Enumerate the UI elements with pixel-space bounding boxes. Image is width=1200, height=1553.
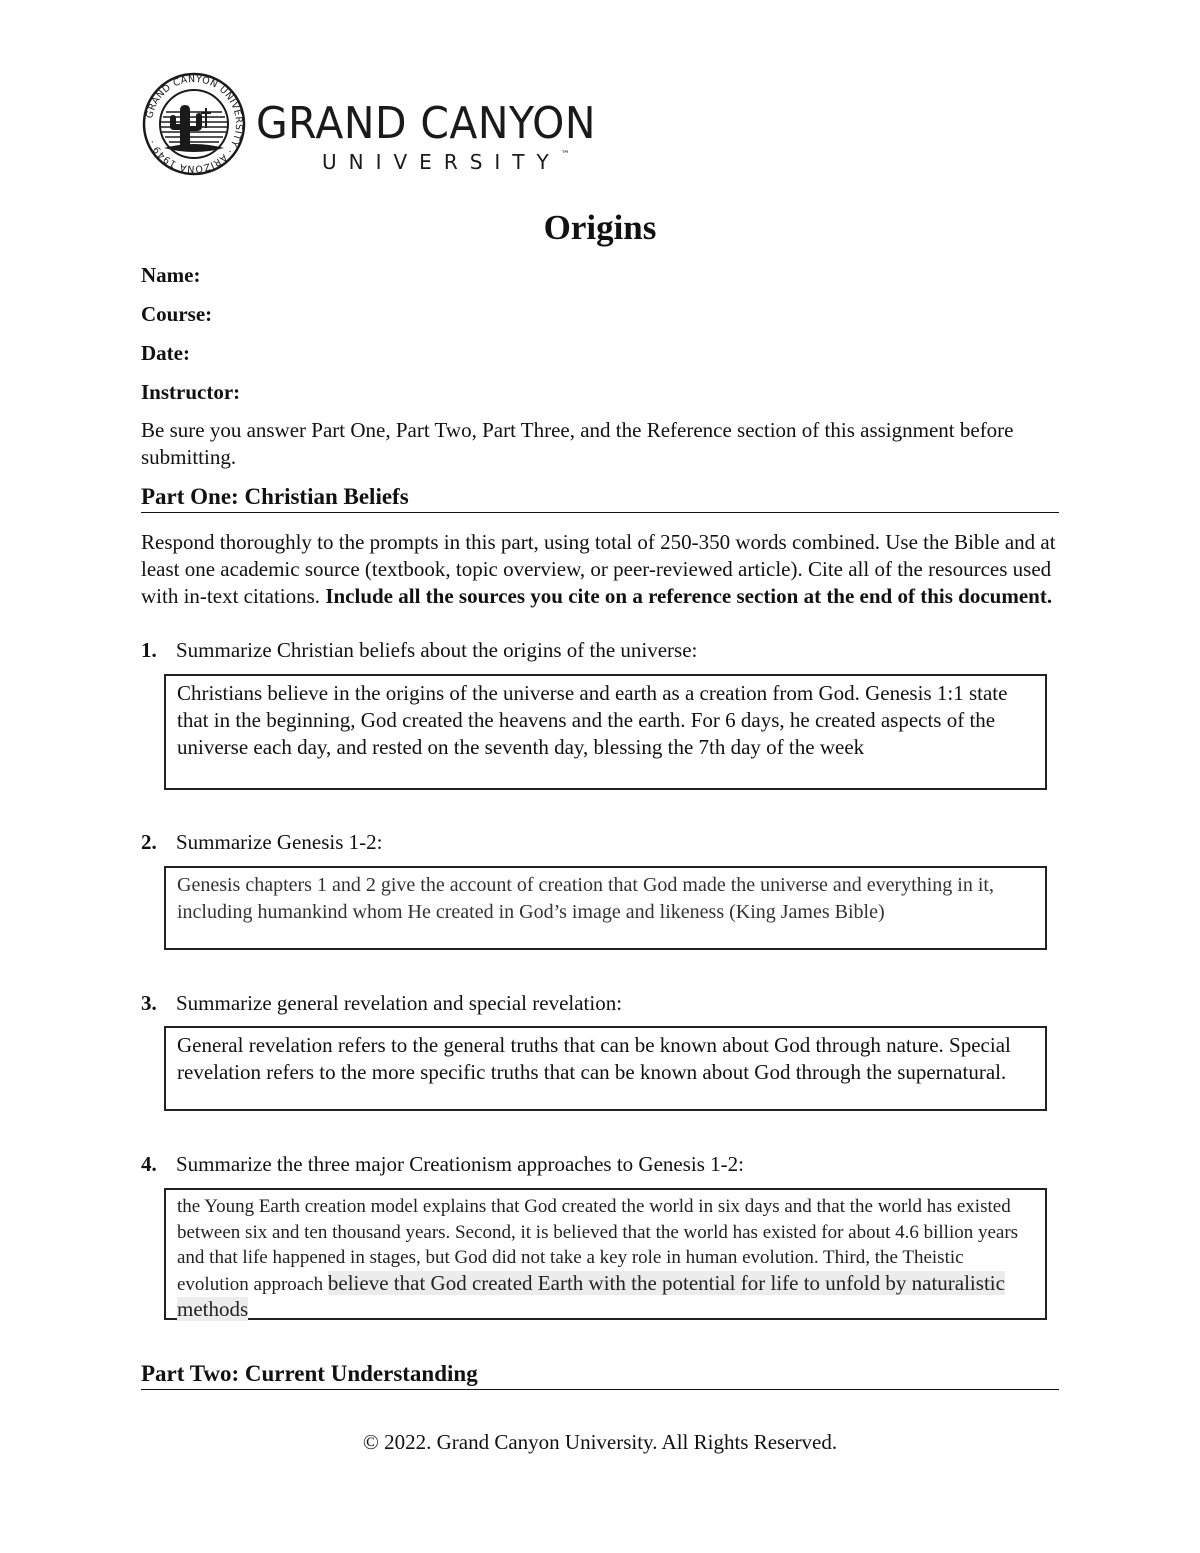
logo-wordmark-bottom: UNIVERSITY™ [322,150,570,174]
question-prompt: Summarize Genesis 1-2: [176,830,383,854]
question-number: 3. [141,991,157,1015]
instructions-bold-text: Include all the sources you cite on a reference section at the end of this document. [325,584,1053,608]
answer-box-1[interactable] [164,674,1047,790]
question-number: 2. [141,830,157,854]
date-field-label: Date: [141,341,190,365]
trademark-symbol: ™ [560,150,570,160]
logo-wordmark-top: GRAND CANYON [256,98,596,149]
answer-highlighted-text: believe that God created Earth with the potential for life to unfold by naturalistic methods [177,1270,1005,1321]
part-two-heading: Part Two: Current Understanding [141,1361,1059,1390]
question-prompt: Summarize general revelation and special revelation: [176,991,623,1015]
question-4 [141,1152,744,1177]
question-prompt: Summarize the three major Creationism approaches to Genesis 1-2: [176,1152,744,1176]
name-field-label: Name: [141,263,201,287]
instructor-field-label: Instructor: [141,380,241,404]
course-field-label: Course: [141,302,213,326]
question-number: 4. [141,1152,157,1176]
part-one-heading: Part One: Christian Beliefs [141,484,1059,513]
question-2 [141,830,382,855]
question-prompt: Summarize Christian beliefs about the origins of the universe: [176,638,698,662]
answer-text: the Young Earth creation model explains that God created the world in six days and that the world has existed between six and ten thousand years. Second, it is believed that the world has existed for about 4.6 billion years and that life happened in stages, but God did not take a key role in human evolution. Third, the Theistic evolution approach [177,1196,1019,1295]
copyright-footer: © 2022. Grand Canyon University. All Rights Reserved. [362,1430,838,1454]
question-number: 1. [141,638,157,662]
answer-text: Genesis chapters 1 and 2 give the account of creation that God made the universe and everything in it, including humankind whom He created in God’s image and likeness (King James Bible) [177,874,994,923]
answer-box-3[interactable] [164,1026,1047,1111]
intro-paragraph: Be sure you answer Part One, Part Two, Part Three, and the Reference section of this assignment before submitting. [141,418,1014,469]
answer-box-2[interactable] [164,866,1047,950]
question-1 [141,638,697,663]
answer-text: Christians believe in the origins of the universe and earth as a creation from God. Genesis 1:1 state that in the beginning, God created the heavens and the earth. For 6 days, he created aspects of the universe each day, and rested on the seventh day, blessing the 7th day of the week [177,681,1008,759]
part-one-instructions [141,529,1061,610]
page-title: Origins [543,208,657,247]
university-seal-icon [140,72,248,176]
instructions-text: Respond thoroughly to the prompts in this part, using total of 250-350 words combined. Use the Bible and at least one academic source (textbook, topic overview, or peer-reviewed article). Cite all of the resources used with in-text citations. [141,530,1056,608]
svg-text:GRAND CANYON UNIVERSITY · ARIZ: GRAND CANYON UNIVERSITY · ARIZONA 1949 · [144,73,245,175]
answer-text: General revelation refers to the general truths that can be known about God through nature. Special revelation refers to the more specific truths that can be known about God through the supernatural. [177,1033,1011,1084]
answer-box-4[interactable] [164,1188,1047,1320]
question-3 [141,991,622,1016]
